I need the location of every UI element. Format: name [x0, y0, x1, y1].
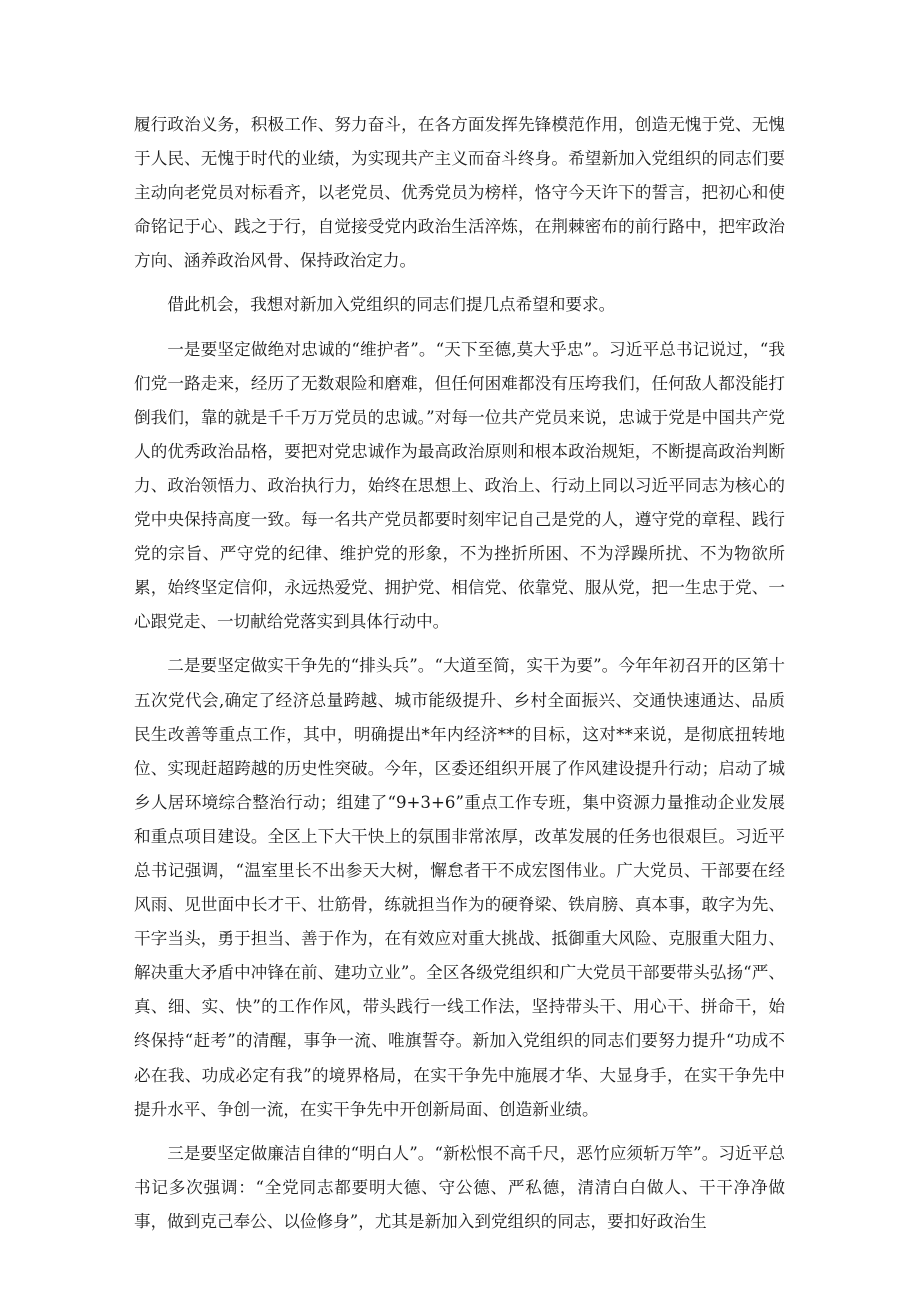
paragraph-opening-continuation: 履行政治义务，积极工作、努力奋斗，在各方面发挥先锋模范作用，创造无愧于党、无愧于人民、无愧于时代的业绩，为实现共产主义而奋斗终身。希望新加入党组织的同志们要主动向老党员对标看齐，以老党员、优秀党员为榜样，恪守今天许下的誓言，把初心和使命铭记于心、践之于行，自觉接受党内政治生活淬炼，在荆棘密布的前行路中，把牢政治方向、涵养政治风骨、保持政治定力。: [134, 115, 785, 271]
paragraph-point-two-hard-work: 二是要坚定做实干争先的“排头兵”。“大道至简，实干为要”。今年年初召开的区第十五次党代会,确定了经济总量跨越、城市能级提升、乡村全面振兴、交通快速通达、品质民生改善等重点工作，其中，明确提出*年内经济**的目标，这对**来说，是彻底扭转地位、实现赶超跨越的历史性突破。今年，区委还组织开展了作风建设提升行动；启动了城乡人居环境综合整治行动；组建了“9+3+6”重点工作专班，集中资源力量推动企业发展和重点项目建设。全区上下大干快上的氛围非常浓厚，改革发展的任务也很艰巨。习近平总书记强调，“温室里长不出参天大树，懈怠者干不成宏图伟业。广大党员、干部要在经风雨、见世面中长才干、壮筋骨，练就担当作为的硬脊梁、铁肩膀、真本事，敢字为先、干字当头，勇于担当、善于作为，在有效应对重大挑战、抵御重大风险、克服重大阻力、解决重大矛盾中冲锋在前、建功立业”。全区各级党组织和广大党员干部要带头弘扬“严、真、细、实、快”的工作作风，带头践行一线工作法，坚持带头干、用心干、拼命干，始终保持“赶考”的清醒，事争一流、唯旗誓夺。新加入党组织的同志们要努力提升“功成不必在我、功成必定有我”的境界格局，在实干争先中施展才华、大显身手，在实干争先中提升水平、争创一流，在实干争先中开创新局面、创造新业绩。: [134, 656, 785, 1119]
paragraph-point-three-integrity: 三是要坚定做廉洁自律的“明白人”。“新松恨不高千尺，恶竹应须斩万竿”。习近平总书记多次强调：“全党同志都要明大德、守公德、严私德，清清白白做人、干干净净做事，做到克己奉公、以俭修身”，尤其是新加入到党组织的同志，要扣好政治生: [134, 1143, 785, 1231]
paragraph-point-one-loyalty: 一是要坚定做绝对忠诚的“维护者”。“天下至德,莫大乎忠”。习近平总书记说过，“我们党一路走来，经历了无数艰险和磨难，但任何困难都没有压垮我们，任何敌人都没能打倒我们，靠的就是千千万万党员的忠诚。”对每一位共产党员来说，忠诚于党是中国共产党人的优秀政治品格，要把对党忠诚作为最高政治原则和根本政治规矩，不断提高政治判断力、政治领悟力、政治执行力，始终在思想上、政治上、行动上同以习近平同志为核心的党中央保持高度一致。每一名共产党员都要时刻牢记自己是党的人，遵守党的章程、践行党的宗旨、严守党的纪律、维护党的形象，不为挫折所困、不为浮躁所扰、不为物欲所累，始终坚定信仰，永远热爱党、拥护党、相信党、依靠党、服从党，把一生忠于党、一心跟党走、一切献给党落实到具体行动中。: [134, 339, 785, 632]
document-body: [134, 108, 785, 1249]
paragraph-intro-hopes: 借此机会，我想对新加入党组织的同志们提几点希望和要求。: [167, 295, 616, 315]
